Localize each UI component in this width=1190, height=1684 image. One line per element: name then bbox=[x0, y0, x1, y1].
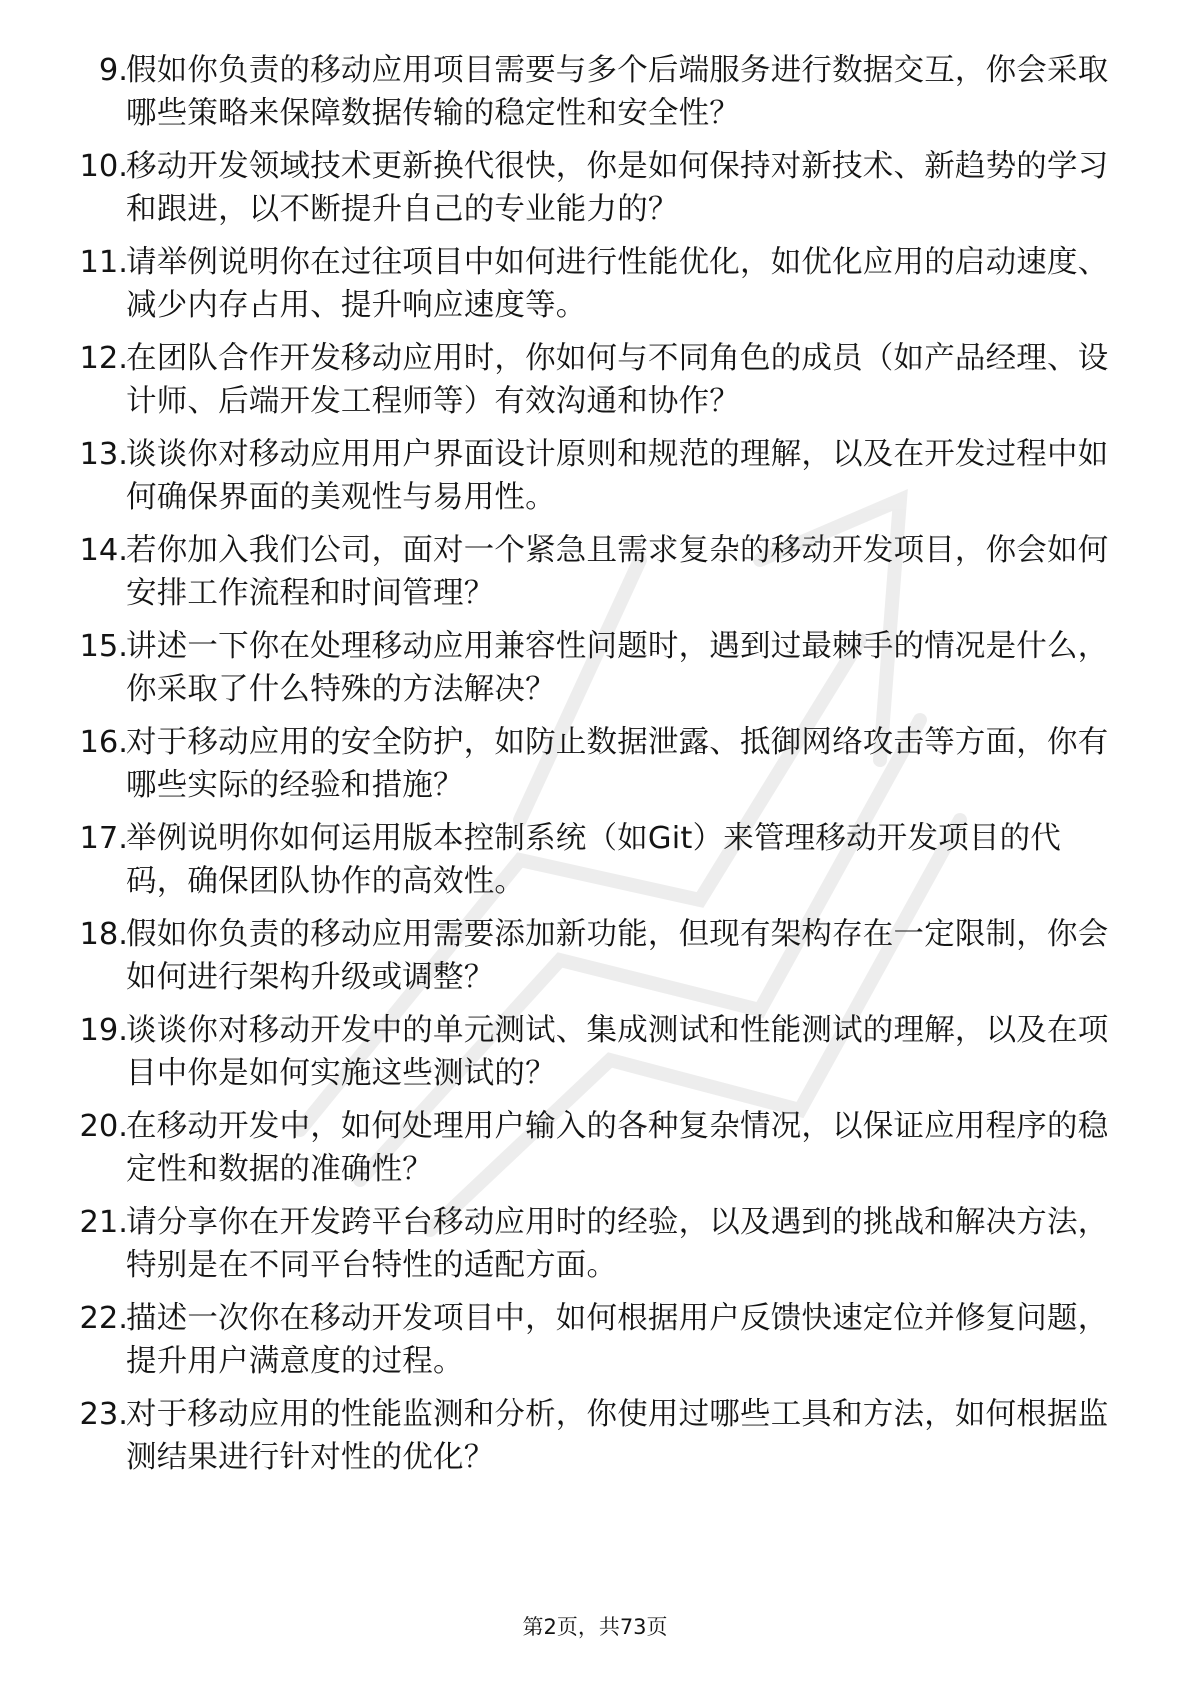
question-item bbox=[0, 625, 1190, 721]
question-number: 15. bbox=[79, 629, 128, 664]
question-text: 谈谈你对移动开发中的单元测试、集成测试和性能测试的理解，以及在项目中你是如何实施这些测试的？ bbox=[126, 1013, 1109, 1091]
question-number: 22. bbox=[79, 1301, 128, 1336]
question-text: 在移动开发中，如何处理用户输入的各种复杂情况，以保证应用程序的稳定性和数据的准确性？ bbox=[126, 1109, 1109, 1187]
question-list bbox=[0, 49, 1190, 1489]
question-item bbox=[0, 241, 1190, 337]
question-item bbox=[0, 1009, 1190, 1105]
question-number: 21. bbox=[79, 1205, 128, 1240]
question-text: 假如你负责的移动应用项目需要与多个后端服务进行数据交互，你会采取哪些策略来保障数据传输的稳定性和安全性？ bbox=[126, 53, 1109, 131]
question-text: 对于移动应用的安全防护，如防止数据泄露、抵御网络攻击等方面，你有哪些实际的经验和措施？ bbox=[126, 725, 1109, 803]
question-item bbox=[0, 1393, 1190, 1489]
question-item bbox=[0, 913, 1190, 1009]
question-number: 14. bbox=[79, 533, 128, 568]
question-text: 举例说明你如何运用版本控制系统（如Git）来管理移动开发项目的代码，确保团队协作的高效性。 bbox=[126, 821, 1061, 899]
question-number: 19. bbox=[79, 1013, 128, 1048]
question-number: 16. bbox=[79, 725, 128, 760]
question-item bbox=[0, 1297, 1190, 1393]
question-text: 请分享你在开发跨平台移动应用时的经验，以及遇到的挑战和解决方法，特别是在不同平台特性的适配方面。 bbox=[126, 1205, 1109, 1283]
question-text: 描述一次你在移动开发项目中，如何根据用户反馈快速定位并修复问题，提升用户满意度的过程。 bbox=[126, 1301, 1109, 1379]
question-text: 请举例说明你在过往项目中如何进行性能优化，如优化应用的启动速度、减少内存占用、提升响应速度等。 bbox=[126, 245, 1109, 323]
question-text: 在团队合作开发移动应用时，你如何与不同角色的成员（如产品经理、设计师、后端开发工程师等）有效沟通和协作？ bbox=[126, 341, 1109, 419]
question-text: 讲述一下你在处理移动应用兼容性问题时，遇到过最棘手的情况是什么，你采取了什么特殊的方法解决？ bbox=[126, 629, 1109, 707]
question-item bbox=[0, 721, 1190, 817]
question-number: 10. bbox=[79, 149, 128, 184]
question-text: 谈谈你对移动应用用户界面设计原则和规范的理解，以及在开发过程中如何确保界面的美观性与易用性。 bbox=[126, 437, 1109, 515]
question-item bbox=[0, 1201, 1190, 1297]
question-number: 20. bbox=[79, 1109, 128, 1144]
question-item bbox=[0, 817, 1190, 913]
question-item bbox=[0, 337, 1190, 433]
question-item bbox=[0, 529, 1190, 625]
question-number: 12. bbox=[79, 341, 128, 376]
question-number: 11. bbox=[79, 245, 128, 280]
question-text: 若你加入我们公司，面对一个紧急且需求复杂的移动开发项目，你会如何安排工作流程和时间管理？ bbox=[126, 533, 1109, 611]
question-number: 23. bbox=[79, 1397, 128, 1432]
question-number: 13. bbox=[79, 437, 128, 472]
question-text: 对于移动应用的性能监测和分析，你使用过哪些工具和方法，如何根据监测结果进行针对性的优化？ bbox=[126, 1397, 1109, 1475]
question-item bbox=[0, 49, 1190, 145]
question-number: 18. bbox=[79, 917, 128, 952]
question-number: 17. bbox=[79, 821, 128, 856]
page-number: 第2页，共73页 bbox=[522, 1615, 668, 1639]
question-item bbox=[0, 433, 1190, 529]
question-text: 移动开发领域技术更新换代很快，你是如何保持对新技术、新趋势的学习和跟进，以不断提升自己的专业能力的？ bbox=[126, 149, 1109, 227]
question-text: 假如你负责的移动应用需要添加新功能，但现有架构存在一定限制，你会如何进行架构升级或调整？ bbox=[126, 917, 1109, 995]
question-item bbox=[0, 145, 1190, 241]
question-item bbox=[0, 1105, 1190, 1201]
question-number: 9. bbox=[98, 53, 128, 88]
